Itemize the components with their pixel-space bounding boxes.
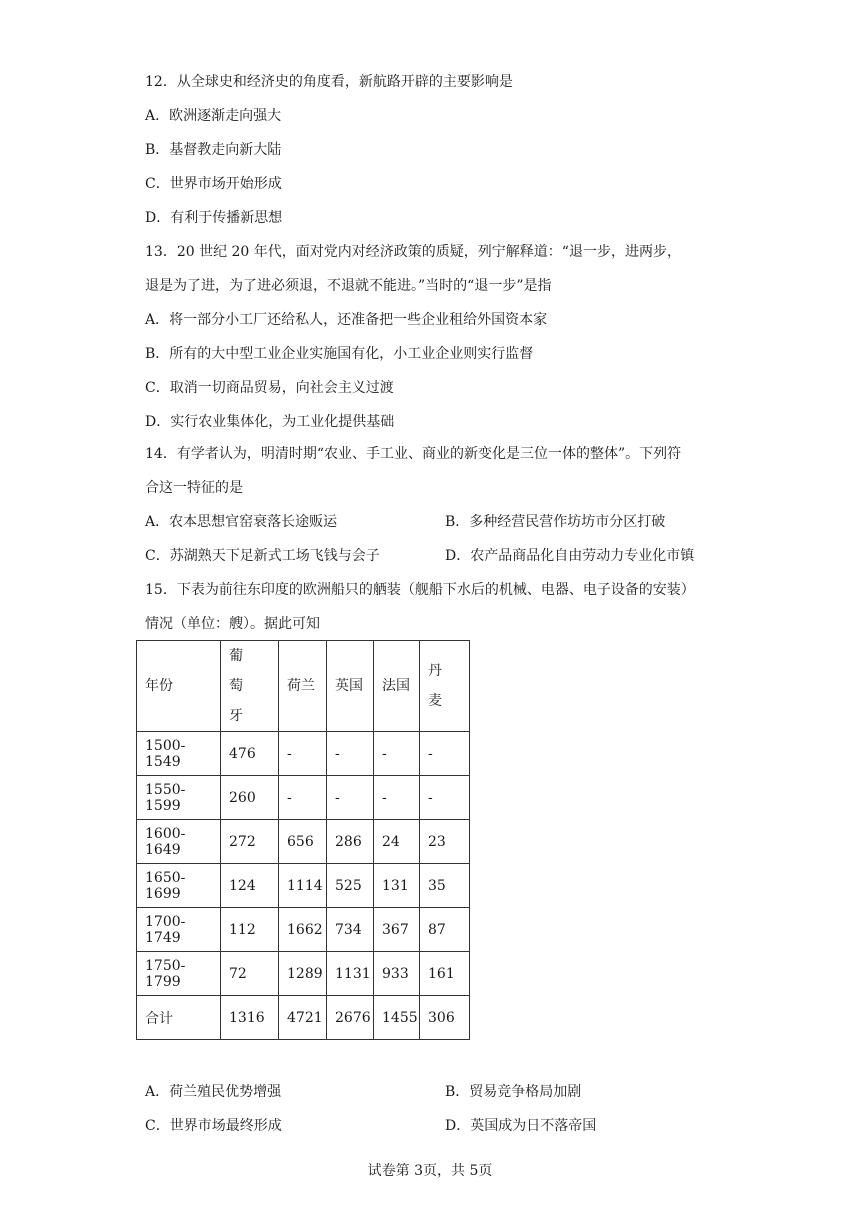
- table-cell: 1289: [279, 952, 327, 996]
- table-cell: -: [420, 776, 470, 820]
- table-cell: 306: [420, 996, 470, 1040]
- table-header-row: [137, 641, 470, 732]
- table-row: [137, 820, 470, 864]
- q13-stem-line1: 13．20 世纪 20 年代，面对党内对经济政策的质疑，列宁解释道：“退一步，进两步，: [145, 244, 681, 260]
- table-row: [137, 776, 470, 820]
- table-cell: 476: [221, 732, 279, 776]
- q14-stem-line2: 合这一特征的是: [145, 480, 243, 496]
- q14-option-a: A．农本思想官窑衰落长途贩运: [145, 514, 338, 530]
- table-cell: 1650-1699: [137, 864, 221, 908]
- q13-option-b: B．所有的大中型工业企业实施国有化，小工业企业则实行监督: [145, 346, 534, 362]
- q14-option-b: B．多种经营民营作坊坊市分区打破: [445, 514, 666, 530]
- table-cell: 72: [221, 952, 279, 996]
- header-portugal: 葡萄牙: [221, 641, 279, 732]
- table-cell: 35: [420, 864, 470, 908]
- table-cell: 1500-1549: [137, 732, 221, 776]
- q12-option-c: C．世界市场开始形成: [145, 176, 282, 192]
- q13-option-d: D．实行农业集体化，为工业化提供基础: [145, 414, 395, 430]
- table-cell: 1455: [374, 996, 420, 1040]
- q14-option-d: D．农产品商品化自由劳动力专业化市镇: [445, 548, 695, 564]
- table-cell: -: [279, 776, 327, 820]
- q13-stem-line2: 退是为了进，为了进必须退，不退就不能进。”当时的“退一步”是指: [145, 278, 552, 294]
- table-cell: 24: [374, 820, 420, 864]
- table-cell: 4721: [279, 996, 327, 1040]
- table-row: [137, 732, 470, 776]
- table-cell: 525: [327, 864, 374, 908]
- q12-option-a: A．欧洲逐渐走向强大: [145, 108, 282, 124]
- header-france: 法国: [374, 641, 420, 732]
- table-cell: 124: [221, 864, 279, 908]
- header-britain: 英国: [327, 641, 374, 732]
- table-cell: -: [279, 732, 327, 776]
- table-row: [137, 864, 470, 908]
- table-cell: 933: [374, 952, 420, 996]
- page-footer: 试卷第 3页，共 5页: [367, 1163, 493, 1179]
- table-row-total: [137, 996, 470, 1040]
- q13-option-c: C．取消一切商品贸易，向社会主义过渡: [145, 380, 394, 396]
- table-cell: 23: [420, 820, 470, 864]
- table-cell: 656: [279, 820, 327, 864]
- q15-option-b: B．贸易竞争格局加剧: [445, 1084, 582, 1100]
- q14-option-c: C．苏湖熟天下足新式工场飞钱与会子: [145, 548, 380, 564]
- table-row: [137, 908, 470, 952]
- table-cell: 2676: [327, 996, 374, 1040]
- table-cell: 1550-1599: [137, 776, 221, 820]
- table-cell: -: [327, 776, 374, 820]
- table-cell: 131: [374, 864, 420, 908]
- q15-option-a: A．荷兰殖民优势增强: [145, 1084, 282, 1100]
- table-cell: 1600-1649: [137, 820, 221, 864]
- header-denmark: 丹麦: [420, 641, 470, 732]
- q15-stem-line2: 情况（单位：艘）。据此可知: [145, 616, 320, 632]
- q15-stem-line1: 15．下表为前往东印度的欧洲船只的舾装（舰船下水后的机械、电器、电子设备的安装）: [145, 582, 695, 598]
- q12-option-d: D．有利于传播新思想: [145, 210, 283, 226]
- q12-stem: 12．从全球史和经济史的角度看，新航路开辟的主要影响是: [145, 74, 513, 90]
- table-cell: -: [374, 732, 420, 776]
- q12-option-b: B．基督教走向新大陆: [145, 142, 282, 158]
- table-cell: 合计: [137, 996, 221, 1040]
- header-year: 年份: [137, 641, 221, 732]
- table-cell: -: [327, 732, 374, 776]
- header-netherlands: 荷兰: [279, 641, 327, 732]
- table-cell: 260: [221, 776, 279, 820]
- table-cell: 367: [374, 908, 420, 952]
- table-cell: 1700-1749: [137, 908, 221, 952]
- table-cell: 1662: [279, 908, 327, 952]
- table-cell: 161: [420, 952, 470, 996]
- table-cell: -: [420, 732, 470, 776]
- table-cell: 272: [221, 820, 279, 864]
- table-cell: 1316: [221, 996, 279, 1040]
- table-row: [137, 952, 470, 996]
- table-cell: 1114: [279, 864, 327, 908]
- table-cell: 734: [327, 908, 374, 952]
- table-cell: 1131: [327, 952, 374, 996]
- table-cell: 112: [221, 908, 279, 952]
- q15-option-c: C．世界市场最终形成: [145, 1118, 282, 1134]
- table-cell: 1750-1799: [137, 952, 221, 996]
- table-cell: -: [374, 776, 420, 820]
- table-cell: 87: [420, 908, 470, 952]
- ship-fitting-table: [136, 640, 470, 1040]
- q15-option-d: D．英国成为日不落帝国: [445, 1118, 597, 1134]
- table-cell: 286: [327, 820, 374, 864]
- q14-stem-line1: 14．有学者认为，明清时期“农业、手工业、商业的新变化是三位一体的整体”。下列符: [145, 446, 682, 462]
- q13-option-a: A．将一部分小工厂还给私人，还准备把一些企业租给外国资本家: [145, 312, 548, 328]
